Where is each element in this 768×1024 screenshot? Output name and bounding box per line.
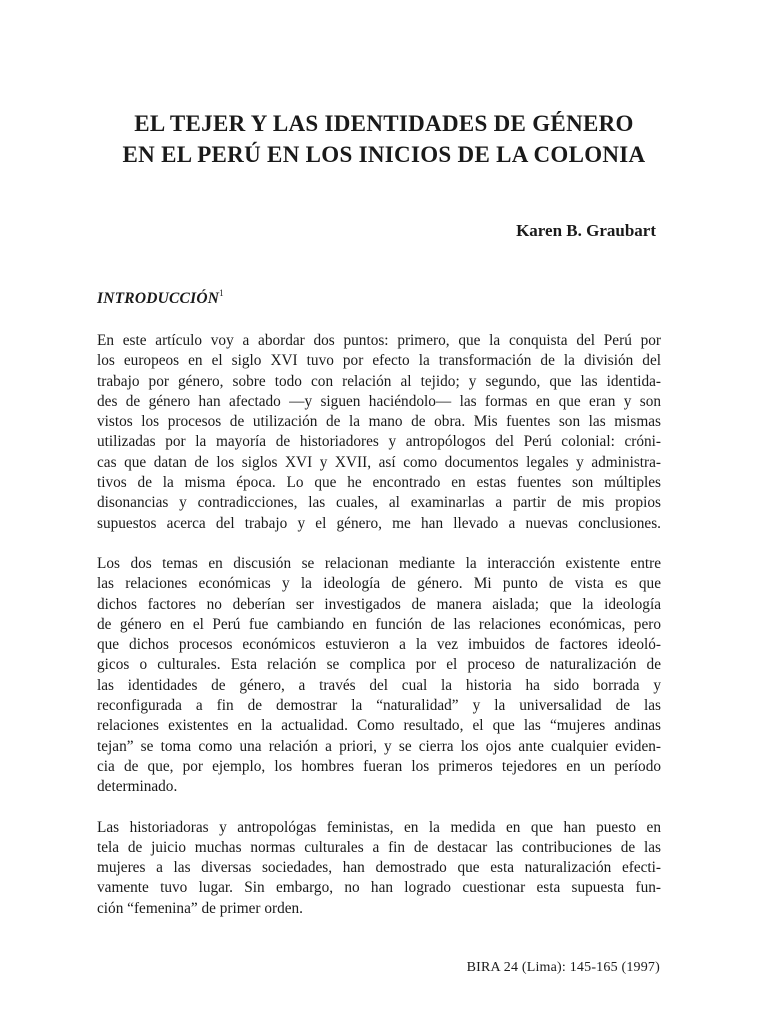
text-line: trabajo por género, sobre todo con relación al tejido; y segundo, que las identida- xyxy=(97,372,661,390)
paragraph-1 xyxy=(97,331,661,534)
text-line: que dichos procesos económicos estuvieron a la vez imbuidos de factores ideoló- xyxy=(97,636,661,654)
text-line: supuestos acerca del trabajo y el género, me han llevado a nuevas conclusiones. xyxy=(97,514,661,532)
text-line: relaciones existentes en la actualidad. Como resultado, el que las “mujeres andinas xyxy=(97,717,661,735)
text-line: ción “femenina” de primer orden. xyxy=(97,899,303,917)
paragraph-3 xyxy=(97,818,661,919)
text-line: vistos los procesos de utilización de la mano de obra. Mis fuentes son las mismas xyxy=(97,413,661,431)
article-title xyxy=(60,108,708,170)
text-line: cia de que, por ejemplo, los hombres fueran los primeros tejedores en un período xyxy=(97,757,661,775)
text-line: reconfigurada a fin de demostrar la “naturalidad” y la universalidad de las xyxy=(97,697,661,715)
text-line: En este artículo voy a abordar dos puntos: primero, que la conquista del Perú por xyxy=(97,332,661,349)
title-line-2: EN EL PERÚ EN LOS INICIOS DE LA COLONIA xyxy=(122,142,646,167)
journal-citation: BIRA 24 (Lima): 145-165 (1997) xyxy=(466,960,660,975)
text-line: Los dos temas en discusión se relacionan mediante la interacción existente entre xyxy=(97,554,661,572)
text-line: las identidades de género, a través del cual la historia ha sido borrada y xyxy=(97,676,661,694)
title-line-1: EL TEJER Y LAS IDENTIDADES DE GÉNERO xyxy=(134,111,634,136)
text-line: dichos factores no deberían ser investigados de manera aislada; que la ideología xyxy=(97,595,661,613)
footnote-mark: 1 xyxy=(219,288,224,298)
text-line: tela de juicio muchas normas culturales a fin de destacar las contribuciones de las xyxy=(97,838,661,856)
text-line: tivos de la misma época. Lo que he encontrado en estas fuentes son múltiples xyxy=(97,474,661,492)
text-line: de género en el Perú fue cambiando en función de las relaciones económicas, pero xyxy=(97,615,661,633)
text-line: des de género han afectado —y siguen haciéndolo— las formas en que eran y son xyxy=(97,392,661,410)
text-line: vamente tuvo lugar. Sin embargo, no han logrado cuestionar esta supuesta fun- xyxy=(97,879,661,897)
text-line: mujeres a las diversas sociedades, han demostrado que esta naturalización efecti- xyxy=(97,859,661,877)
text-line: Las historiadoras y antropológas feministas, en la medida en que han puesto en xyxy=(97,818,661,836)
text-line: determinado. xyxy=(97,778,178,796)
text-line: las relaciones económicas y la ideología de género. Mi punto de vista es que xyxy=(97,575,661,593)
text-line: cas que datan de los siglos XVI y XVII, así como documentos legales y administra- xyxy=(97,453,661,471)
text-line: disonancias y contradicciones, las cuales, al examinarlas a partir de mis propios xyxy=(97,494,661,512)
text-line: gicos o culturales. Esta relación se complica por el proceso de naturalización de xyxy=(97,656,661,674)
paragraph-2 xyxy=(97,554,661,798)
author-name: Karen B. Graubart xyxy=(516,221,656,240)
text-line: utilizadas por la mayoría de historiadores y antropólogos del Perú colonial: cróni- xyxy=(97,433,661,451)
body-text xyxy=(97,331,661,939)
text-line: los europeos en el siglo XVI tuvo por efecto la transformación de la división del xyxy=(97,352,661,370)
section-heading-text: INTRODUCCIÓN xyxy=(97,290,220,307)
section-heading xyxy=(97,290,224,308)
text-line: tejan” se toma como una relación a priori, y se cierra los ojos ante cualquier eviden- xyxy=(97,737,661,755)
